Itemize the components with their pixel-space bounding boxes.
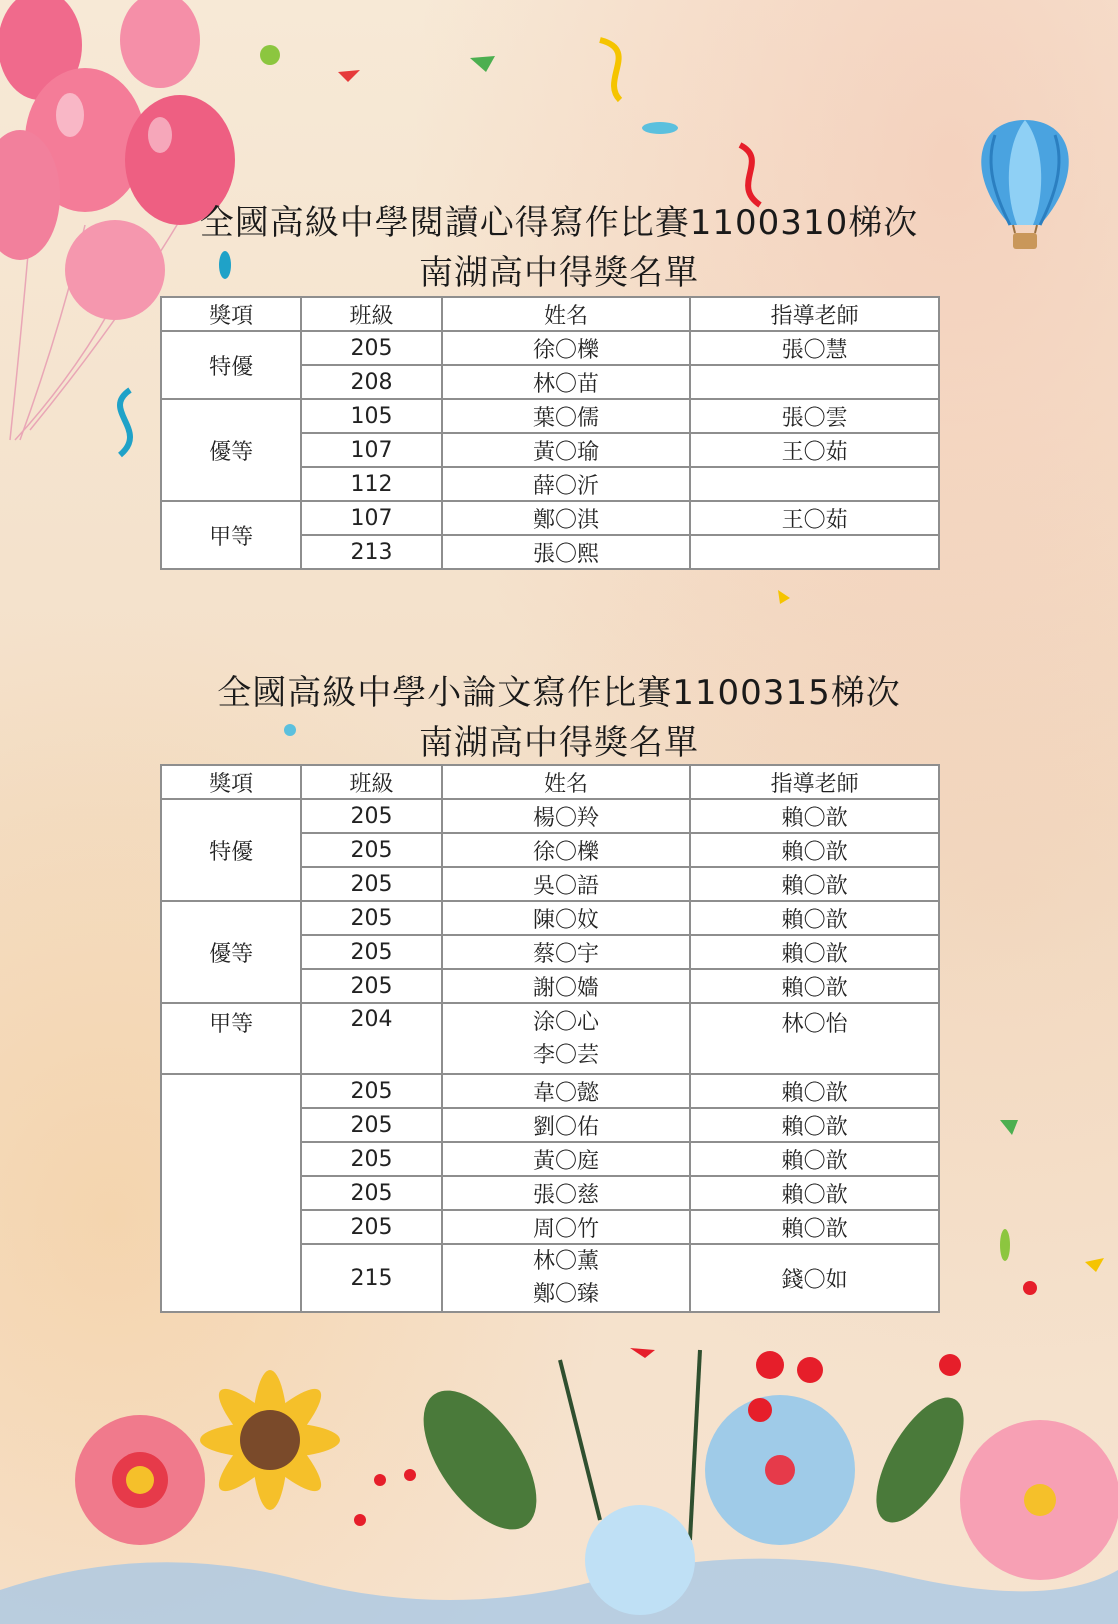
class-cell: 205 xyxy=(301,331,442,365)
teacher-cell: 王〇茹 xyxy=(690,433,939,467)
teacher-cell: 賴〇歆 xyxy=(690,1210,939,1244)
table-row xyxy=(161,1003,939,1074)
teacher-cell: 賴〇歆 xyxy=(690,935,939,969)
header-award: 獎項 xyxy=(161,765,301,799)
name-cell: 葉〇儒 xyxy=(442,399,691,433)
section2-title-line2: 南湖高中得獎名單 xyxy=(419,723,699,763)
teacher-cell: 張〇雲 xyxy=(690,399,939,433)
name-cell: 黃〇庭 xyxy=(442,1142,691,1176)
name-line: 鄭〇臻 xyxy=(533,1282,600,1307)
name-cell: 楊〇羚 xyxy=(442,799,691,833)
award-cell: 優等 xyxy=(161,901,301,1003)
table-row xyxy=(161,501,939,535)
name-cell: 謝〇嬙 xyxy=(442,969,691,1003)
name-cell: 蔡〇宇 xyxy=(442,935,691,969)
section1-title-line1: 全國高級中學閱讀心得寫作比賽1100310梯次 xyxy=(199,203,919,243)
table-row xyxy=(161,1074,939,1108)
name-cell xyxy=(442,1244,691,1312)
teacher-cell: 王〇茹 xyxy=(690,501,939,535)
table-row xyxy=(161,901,939,935)
header-teacher: 指導老師 xyxy=(690,297,939,331)
teacher-cell: 錢〇如 xyxy=(690,1244,939,1312)
class-cell: 105 xyxy=(301,399,442,433)
award-cell: 甲等 xyxy=(161,501,301,569)
class-cell: 215 xyxy=(301,1244,442,1312)
class-cell: 205 xyxy=(301,833,442,867)
teacher-cell: 賴〇歆 xyxy=(690,1176,939,1210)
class-cell: 205 xyxy=(301,799,442,833)
flowers-border-icon xyxy=(0,1340,1118,1624)
class-cell: 107 xyxy=(301,501,442,535)
class-cell: 208 xyxy=(301,365,442,399)
award-cell xyxy=(161,1074,301,1312)
name-cell: 鄭〇淇 xyxy=(442,501,691,535)
award-cell: 甲等 xyxy=(161,1003,301,1074)
section2-title-line1: 全國高級中學小論文寫作比賽1100315梯次 xyxy=(217,673,901,713)
class-cell: 205 xyxy=(301,901,442,935)
name-cell: 吳〇語 xyxy=(442,867,691,901)
teacher-cell xyxy=(690,365,939,399)
teacher-cell: 賴〇歆 xyxy=(690,1142,939,1176)
name-cell: 周〇竹 xyxy=(442,1210,691,1244)
class-cell: 205 xyxy=(301,969,442,1003)
class-cell: 112 xyxy=(301,467,442,501)
teacher-cell: 賴〇歆 xyxy=(690,833,939,867)
teacher-cell: 賴〇歆 xyxy=(690,799,939,833)
class-cell: 205 xyxy=(301,1176,442,1210)
name-cell: 徐〇櫟 xyxy=(442,833,691,867)
name-cell: 張〇慈 xyxy=(442,1176,691,1210)
name-line: 李〇芸 xyxy=(533,1042,600,1068)
award-cell: 特優 xyxy=(161,331,301,399)
table-header-row xyxy=(161,297,939,331)
name-cell: 徐〇櫟 xyxy=(442,331,691,365)
header-award: 獎項 xyxy=(161,297,301,331)
table-row xyxy=(161,399,939,433)
class-cell: 205 xyxy=(301,1142,442,1176)
name-line: 林〇薰 xyxy=(533,1249,600,1274)
header-teacher: 指導老師 xyxy=(690,765,939,799)
class-cell: 205 xyxy=(301,867,442,901)
teacher-cell: 張〇慧 xyxy=(690,331,939,365)
section1-title-line2: 南湖高中得獎名單 xyxy=(419,253,699,293)
teacher-cell: 賴〇歆 xyxy=(690,969,939,1003)
name-cell: 薛〇沂 xyxy=(442,467,691,501)
teacher-cell: 林〇怡 xyxy=(690,1003,939,1074)
header-name: 姓名 xyxy=(442,297,691,331)
award-cell: 優等 xyxy=(161,399,301,501)
class-cell: 107 xyxy=(301,433,442,467)
teacher-cell: 賴〇歆 xyxy=(690,867,939,901)
teacher-cell: 賴〇歆 xyxy=(690,1074,939,1108)
name-cell xyxy=(442,1003,691,1074)
teacher-cell: 賴〇歆 xyxy=(690,901,939,935)
name-cell: 黃〇瑜 xyxy=(442,433,691,467)
name-cell: 韋〇懿 xyxy=(442,1074,691,1108)
teacher-cell xyxy=(690,535,939,569)
table-header-row xyxy=(161,765,939,799)
class-cell: 205 xyxy=(301,935,442,969)
table-row xyxy=(161,331,939,365)
section2-award-table xyxy=(160,764,940,1313)
name-line: 涂〇心 xyxy=(533,1009,600,1035)
table-row xyxy=(161,799,939,833)
class-cell: 213 xyxy=(301,535,442,569)
header-class: 班級 xyxy=(301,765,442,799)
name-cell: 張〇熙 xyxy=(442,535,691,569)
header-name: 姓名 xyxy=(442,765,691,799)
name-cell: 林〇苗 xyxy=(442,365,691,399)
teacher-cell xyxy=(690,467,939,501)
section1-award-table xyxy=(160,296,940,570)
class-cell: 204 xyxy=(301,1003,442,1074)
class-cell: 205 xyxy=(301,1074,442,1108)
class-cell: 205 xyxy=(301,1210,442,1244)
name-cell: 陳〇妏 xyxy=(442,901,691,935)
award-cell: 特優 xyxy=(161,799,301,901)
name-cell: 劉〇佑 xyxy=(442,1108,691,1142)
teacher-cell: 賴〇歆 xyxy=(690,1108,939,1142)
header-class: 班級 xyxy=(301,297,442,331)
class-cell: 205 xyxy=(301,1108,442,1142)
